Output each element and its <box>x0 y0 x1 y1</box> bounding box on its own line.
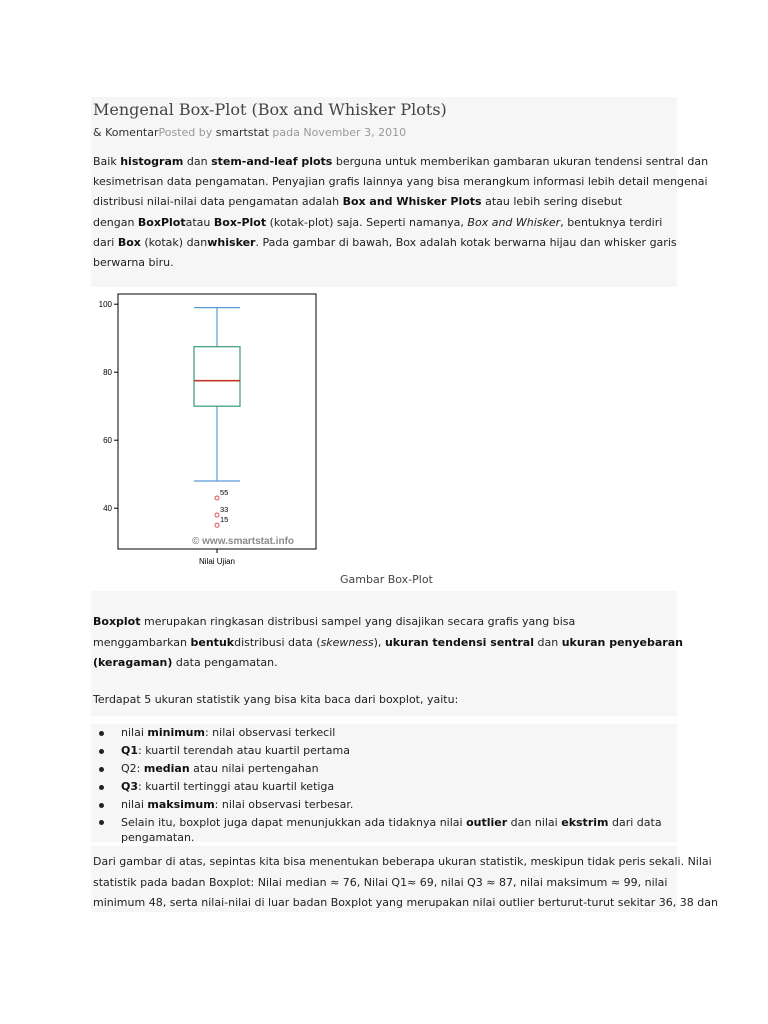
outlier-label: 15 <box>220 515 229 525</box>
desc-line-3: (keragaman) data pengamatan. <box>93 656 278 669</box>
x-axis-label: Nilai Ujian <box>198 557 236 566</box>
author-link[interactable]: smartstat <box>215 126 269 139</box>
bullet-icon <box>99 749 104 754</box>
list-item-q1: Q1: kuartil terendah atau kuartil pertama <box>93 742 673 760</box>
list-item-outlier: Selain itu, boxplot juga dapat menunjukkan ada tidaknya nilai outlier dan nilai ekstrim dari data pengamatan. <box>93 814 673 845</box>
outlier-label: 55 <box>220 488 229 497</box>
intro-line-3: distribusi nilai-nilai data pengamatan adalah Box and Whisker Plots atau lebih sering disebut <box>93 195 623 209</box>
list-item-q2: Q2: median atau nilai pertengahan <box>93 760 673 778</box>
intro-line-4: dengan BoxPlotatau Box-Plot (kotak-plot) saja. Seperti namanya, Box and Whisker, bentuknya terdiri <box>93 215 663 229</box>
box-body <box>194 347 240 407</box>
intro-line-6: berwarna biru. <box>93 256 174 270</box>
y-tick-label: 100 <box>98 300 112 310</box>
stats-line-1: Dari gambar di atas, sepintas kita bisa menentukan beberapa ukuran statistik, meskipun tidak peris sekali. Nilai <box>93 855 712 868</box>
bullet-icon <box>99 803 104 808</box>
y-tick-label: 80 <box>103 368 112 378</box>
comments-link[interactable]: & Komentar <box>93 126 159 139</box>
stats-paragraph <box>93 852 718 914</box>
watermark: © www.smartstat.info <box>192 536 295 547</box>
five-stats-intro <box>93 690 671 711</box>
article-title[interactable]: Mengenal Box-Plot (Box and Whisker Plots) <box>93 100 447 119</box>
y-tick-label: 60 <box>103 436 112 446</box>
bullet-icon <box>99 767 104 772</box>
list-item-q3: Q3: kuartil tertinggi atau kuartil ketiga <box>93 778 673 796</box>
intro-line-2: kesimetrisan data pengamatan. Penyajian grafis lainnya yang bisa merangkum informasi lebih detail mengenai <box>93 175 708 189</box>
list-item-maximum: nilai maksimum: nilai observasi terbesar. <box>93 796 673 814</box>
desc-line-1: Boxplot merupakan ringkasan distribusi sampel yang disajikan secara grafis yang bisa <box>93 615 576 628</box>
post-date: November 3, 2010 <box>303 126 407 139</box>
desc-line-2: menggambarkan bentukdistribusi data (skewness), ukuran tendensi sentral dan ukuran penyebaran <box>93 635 683 649</box>
intro-line-5: dari Box (kotak) danwhisker. Pada gambar di bawah, Box adalah kotak berwarna hijau dan whisker garis <box>93 235 677 249</box>
intro-paragraph <box>93 152 709 273</box>
stats-line-2: statistik pada badan Boxplot: Nilai median ≈ 76, Nilai Q1≈ 69, nilai Q3 ≈ 87, nilai maksimum ≈ 99, nilai <box>93 875 668 889</box>
bullet-icon <box>99 731 104 736</box>
figure-caption: Gambar Box-Plot <box>340 573 433 586</box>
stats-line-3: minimum 48, serta nilai-nilai di luar badan Boxplot yang merupakan nilai outlier berturut-turut sekitar 36, 38 dan <box>93 896 718 909</box>
five-stats-line: Terdapat 5 ukuran statistik yang bisa kita baca dari boxplot, yaitu: <box>93 693 459 706</box>
bullet-icon <box>99 785 104 790</box>
boxplot-figure <box>93 292 323 572</box>
posted-by-label: Posted by <box>158 126 216 139</box>
y-tick-label: 40 <box>103 504 112 514</box>
post-meta <box>93 126 406 139</box>
intro-line-1: Baik histogram dan stem-and-leaf plots berguna untuk memberikan gambaran ukuran tendensi sentral dan <box>93 155 709 168</box>
boxplot-description <box>93 612 683 674</box>
outlier-label: 33 <box>220 505 229 514</box>
bullet-icon <box>99 820 104 825</box>
date-prefix: pada <box>268 126 304 139</box>
statistics-list <box>93 724 673 845</box>
list-item-minimum: nilai minimum: nilai observasi terkecil <box>93 724 673 742</box>
